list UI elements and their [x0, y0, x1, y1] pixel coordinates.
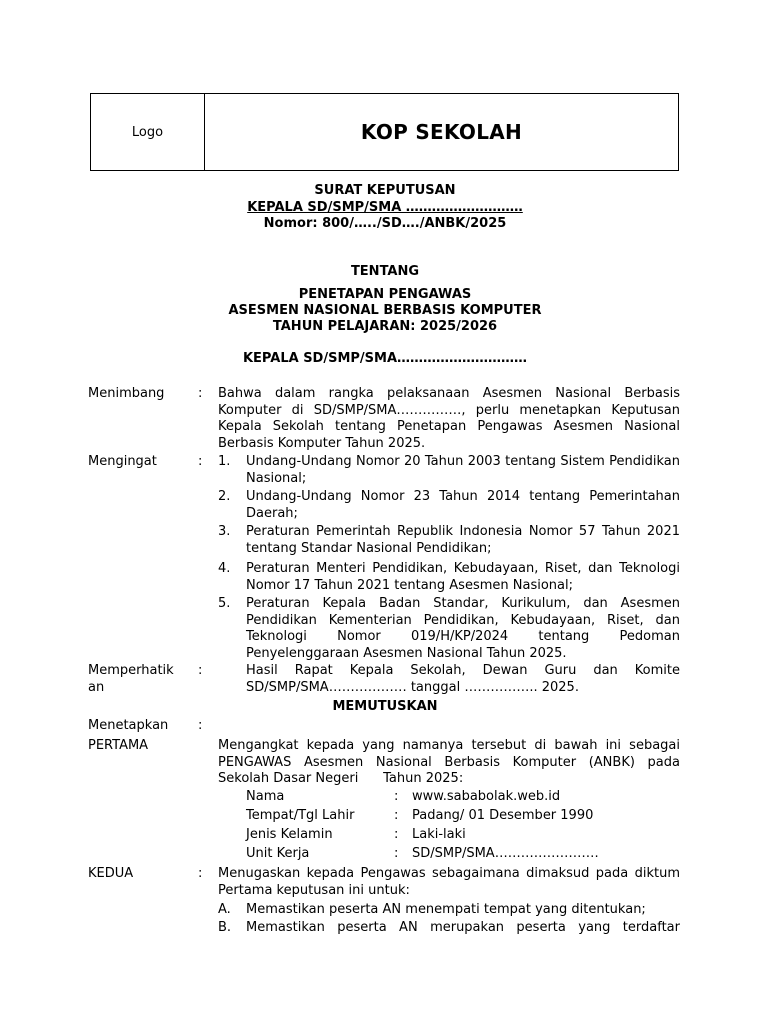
detail-colon: : [394, 827, 399, 842]
pertama-label: PERTAMA [88, 738, 149, 753]
mengingat-label: Mengingat [88, 454, 157, 469]
mengingat-item-5-text: Peraturan Kepala Badan Standar, Kurikulum, dan Asesmen Pendidikan Kementerian Pendidikan, Kebudayaan, Riset, dan Teknologi Nomor 019/H/KP/2024 tentang Pedoman Penyelenggaraan Asesmen Nasional Tahun 2025. [246, 596, 680, 661]
detail-label-nama: Nama [246, 789, 285, 804]
mengingat-item-5-number: 5. [218, 596, 231, 611]
kedua-label: KEDUA [88, 866, 134, 881]
memperhatikan-label-line-1: Memperhatik [88, 663, 174, 678]
menimbang-colon: : [198, 386, 203, 401]
menetapkan-colon: : [198, 718, 203, 733]
memperhatikan-text: Hasil Rapat Kepala Sekolah, Dewan Guru dan Komite SD/SMP/SMA……………… tanggal …………….. 2025. [246, 663, 680, 695]
detail-value-ttl: Padang/ 01 Desember 1990 [412, 808, 594, 823]
detail-value-nama: www.sababolak.web.id [412, 789, 561, 804]
memperhatikan-label-line-2: an [88, 680, 105, 695]
decree-number: Nomor: 800/…../SD…./ANBK/2025 [263, 216, 507, 231]
decree-title: SURAT KEPUTUSAN [314, 183, 456, 198]
kedua-item-a-text: Memastikan peserta AN menempati tempat yang ditentukan; [246, 902, 646, 917]
kedua-text: Menugaskan kepada Pengawas sebagaimana dimaksud pada diktum Pertama keputusan ini untuk: [218, 866, 680, 898]
memutuskan-heading: MEMUTUSKAN [332, 699, 438, 714]
menimbang-text: Bahwa dalam rangka pelaksanaan Asesmen Nasional Berbasis Komputer di SD/SMP/SMA……………, perlu menetapkan Keputusan Kepala Sekolah tentang Penetapan Pengawas Asesmen Nasional Berbasis Komputer Tahun 2025. [218, 386, 680, 451]
menimbang-label: Menimbang [88, 386, 165, 401]
tentang-label: TENTANG [350, 264, 420, 279]
detail-value-jenis-kelamin: Laki-laki [412, 827, 466, 842]
mengingat-colon: : [198, 454, 203, 469]
kedua-item-b-text: Memastikan peserta AN merupakan peserta yang terdaftar [246, 920, 680, 935]
mengingat-item-2-text: Undang-Undang Nomor 23 Tahun 2014 tentang Pemerintahan Daerah; [246, 489, 680, 521]
kedua-colon: : [198, 866, 203, 881]
detail-value-unit-kerja: SD/SMP/SMA…………………… [412, 846, 599, 861]
detail-colon: : [394, 846, 399, 861]
mengingat-item-3-number: 3. [218, 524, 231, 539]
memperhatikan-colon: : [198, 663, 203, 678]
mengingat-item-1-number: 1. [218, 454, 231, 469]
mengingat-item-2-number: 2. [218, 489, 231, 504]
subject-line-3: TAHUN PELAJARAN: 2025/2026 [272, 319, 498, 334]
menetapkan-label: Menetapkan [88, 718, 169, 733]
kedua-item-b-letter: B. [218, 920, 232, 935]
mengingat-item-1-text: Undang-Undang Nomor 20 Tahun 2003 tentang Sistem Pendidikan Nasional; [246, 454, 680, 486]
mengingat-item-4-number: 4. [218, 561, 231, 576]
subject-line-1: PENETAPAN PENGAWAS [298, 287, 472, 302]
kepala-heading: KEPALA SD/SMP/SMA………………………… [242, 351, 528, 366]
decree-issuer [90, 200, 680, 217]
detail-colon: : [394, 808, 399, 823]
mengingat-item-3-text: Peraturan Pemerintah Republik Indonesia Nomor 57 Tahun 2021 tentang Standar Nasional Pendidikan; [246, 524, 680, 556]
detail-label-jenis-kelamin: Jenis Kelamin [246, 827, 333, 842]
detail-colon: : [394, 789, 399, 804]
letterhead-box [90, 93, 679, 171]
detail-label-ttl: Tempat/Tgl Lahir [246, 808, 355, 823]
subject-line-2: ASESMEN NASIONAL BERBASIS KOMPUTER [228, 303, 542, 318]
decree-issuer-text: KEPALA SD/SMP/SMA ……………………… [247, 200, 523, 215]
letterhead-title: KOP SEKOLAH [360, 120, 523, 144]
kedua-item-a-letter: A. [218, 902, 231, 917]
mengingat-item-4-text: Peraturan Menteri Pendidikan, Kebudayaan, Riset, dan Teknologi Nomor 17 Tahun 2021 tentang Asesmen Nasional; [246, 561, 680, 593]
detail-label-unit-kerja: Unit Kerja [246, 846, 310, 861]
logo-placeholder: Logo [91, 94, 205, 170]
pertama-text: Mengangkat kepada yang namanya tersebut di bawah ini sebagai PENGAWAS Asesmen Nasional Berbasis Komputer (ANBK) pada Sekolah Dasar Negeri Tahun 2025: [218, 738, 685, 786]
